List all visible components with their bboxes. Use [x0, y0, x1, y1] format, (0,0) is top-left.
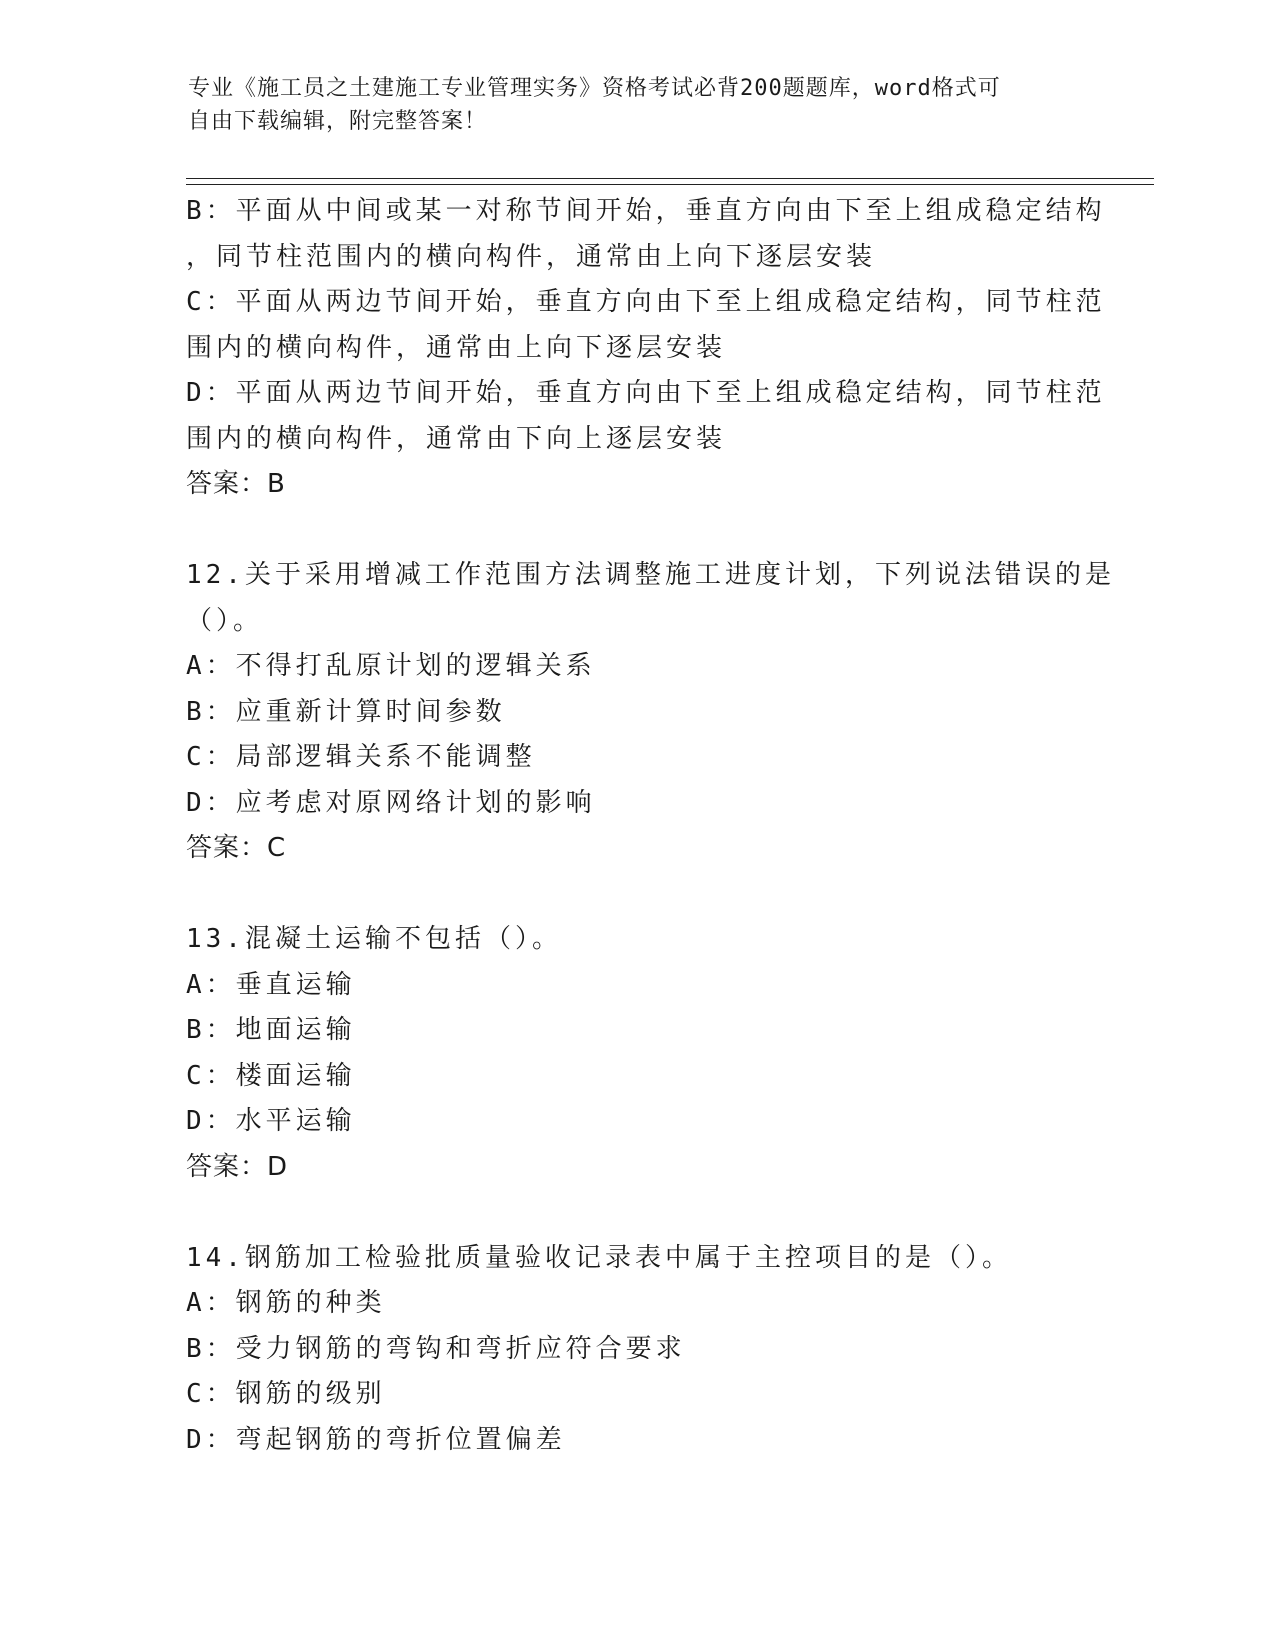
option-b: B：地面运输	[186, 1015, 356, 1045]
question-spacer	[186, 508, 1086, 554]
option-d-line-1: D：平面从两边节间开始，垂直方向由下至上组成稳定结构，同节柱范	[186, 378, 1106, 408]
option-b-line-2: ，同节柱范围内的横向构件，通常由上向下逐层安装	[186, 241, 877, 272]
option-d-line-2: 围内的横向构件，通常由下向上逐层安装	[186, 423, 727, 454]
option-a: A：垂直运输	[186, 969, 356, 1000]
answer-label: 答案：B	[186, 469, 286, 499]
option-b: B：应重新计算时间参数	[186, 696, 506, 727]
option-d: D：弯起钢筋的弯折位置偏差	[186, 1424, 566, 1455]
option-b: B：受力钢筋的弯钩和弯折应符合要求	[186, 1333, 686, 1364]
answer-label: 答案：C	[186, 833, 287, 863]
answer-label: 答案：D	[186, 1151, 289, 1182]
option-c-line-1: C：平面从两边节间开始，垂直方向由下至上组成稳定结构，同节柱范	[186, 287, 1106, 317]
option-c: C：局部逻辑关系不能调整	[186, 742, 536, 772]
option-a: A：不得打乱原计划的逻辑关系	[186, 651, 596, 681]
option-c: C：楼面运输	[186, 1060, 356, 1091]
question-stem: 13.混凝土运输不包括（）。	[186, 924, 562, 954]
option-a: A：钢筋的种类	[186, 1288, 386, 1318]
question-stem-line-2: （）。	[186, 605, 264, 636]
question-spacer	[186, 872, 1086, 918]
option-d: D：应考虑对原网络计划的影响	[186, 787, 596, 818]
question-13	[186, 917, 1086, 1190]
header-rule-bottom	[186, 184, 1154, 185]
question-list	[186, 189, 1115, 1463]
header-line-2: 自由下载编辑，附完整答案！	[188, 109, 488, 134]
header-line-1: 专业《施工员之土建施工专业管理实务》资格考试必背200题题库，word格式可	[188, 76, 1001, 101]
question-stem-line-1: 12.关于采用增减工作范围方法调整施工进度计划，下列说法错误的是	[186, 560, 1115, 590]
option-c-line-2: 围内的横向构件，通常由上向下逐层安装	[186, 332, 727, 363]
option-b-line-1: B：平面从中间或某一对称节间开始，垂直方向由下至上组成稳定结构	[186, 196, 1106, 226]
option-d: D：水平运输	[186, 1106, 356, 1136]
question-stem: 14.钢筋加工检验批质量验收记录表中属于主控项目的是（）。	[186, 1242, 1012, 1273]
header-rule-top	[186, 178, 1154, 179]
question-12	[186, 553, 1115, 872]
question-14	[186, 1236, 1086, 1464]
question-11-tail	[186, 189, 1106, 508]
option-c: C：钢筋的级别	[186, 1379, 386, 1409]
document-header	[188, 72, 1068, 138]
question-spacer	[186, 1190, 1086, 1236]
